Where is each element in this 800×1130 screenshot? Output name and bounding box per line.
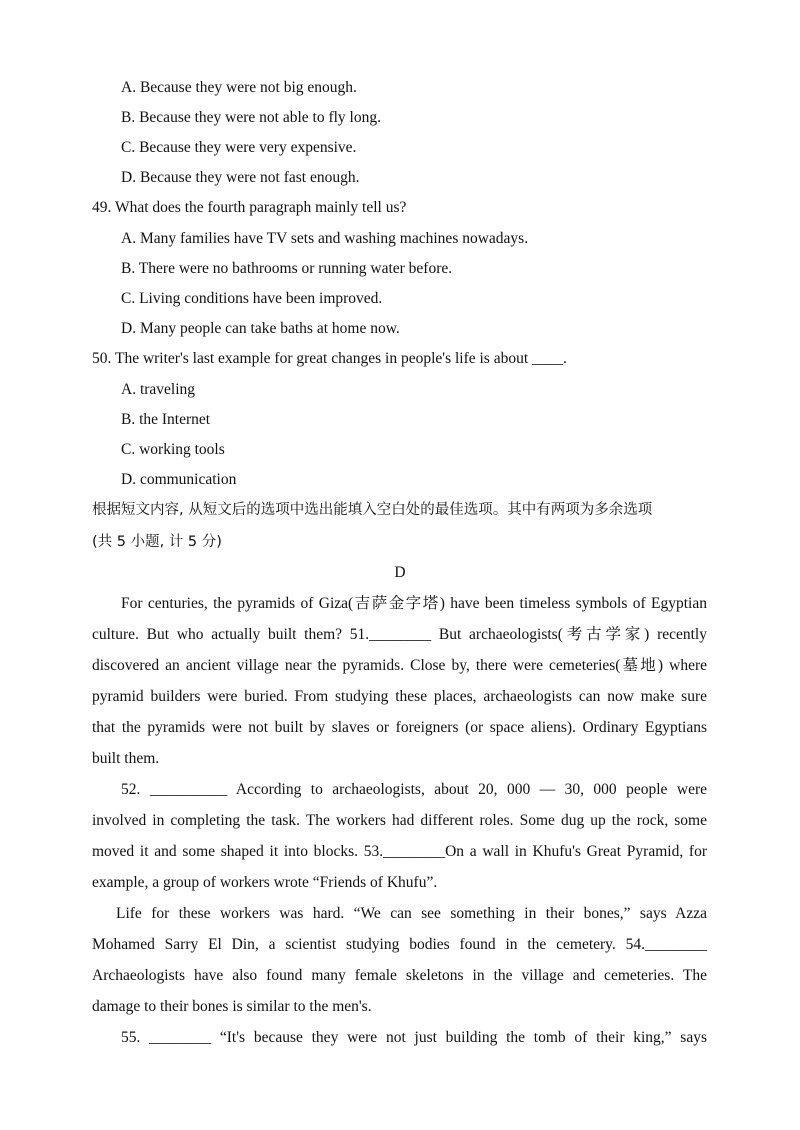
section-instructions: 根据短文内容, 从短文后的选项中选出能填入空白处的最佳选项。其中有两项为多余选项 xyxy=(92,502,653,518)
passage-line: built them. xyxy=(92,750,160,767)
q49-option-d: D. Many people can take baths at home now. xyxy=(121,320,400,337)
passage-line: Mohamed Sarry El Din, a scientist studying bodies found in the cemetery. 54.________ xyxy=(92,936,707,953)
passage-line: damage to their bones is similar to the men's. xyxy=(92,998,372,1015)
q50-question: 50. The writer's last example for great changes in people's life is about ____. xyxy=(92,350,567,367)
q48-option-c: C. Because they were very expensive. xyxy=(121,139,357,156)
passage-line: discovered an ancient village near the pyramids. Close by, there were cemeteries(墓地) where xyxy=(92,657,707,674)
passage-line: moved it and some shaped it into blocks. 53.________On a wall in Khufu's Great Pyramid, for xyxy=(92,843,707,860)
passage-line: pyramid builders were buried. From studying these places, archaeologists can now make sure xyxy=(92,688,707,705)
q49-option-c: C. Living conditions have been improved. xyxy=(121,290,383,307)
q50-option-d: D. communication xyxy=(121,471,237,488)
passage-section-label: D xyxy=(394,564,406,581)
passage-line: Life for these workers was hard. “We can see something in their bones,” says Azza xyxy=(116,905,707,922)
passage-line: 52. __________ According to archaeologists, about 20, 000 — 30, 000 people were xyxy=(121,781,707,798)
q49-question: 49. What does the fourth paragraph mainly tell us? xyxy=(92,199,407,216)
passage-line: that the pyramids were not built by slaves or foreigners (or space aliens). Ordinary Egyptians xyxy=(92,719,707,736)
section-score-info: (共 5 小题, 计 5 分) xyxy=(92,534,222,550)
passage-line: For centuries, the pyramids of Giza(吉萨金字塔) have been timeless symbols of Egyptian xyxy=(121,595,707,612)
passage-line: Archaeologists have also found many female skeletons in the village and cemeteries. The xyxy=(92,967,707,984)
q50-option-a: A. traveling xyxy=(121,381,196,398)
passage-line: culture. But who actually built them? 51.________ But archaeologists(考古学家) recently xyxy=(92,626,707,643)
passage-line: example, a group of workers wrote “Friends of Khufu”. xyxy=(92,874,438,891)
q49-option-a: A. Many families have TV sets and washing machines nowadays. xyxy=(121,230,529,247)
q48-option-b: B. Because they were not able to fly long. xyxy=(121,109,381,126)
q48-option-d: D. Because they were not fast enough. xyxy=(121,169,360,186)
q49-option-b: B. There were no bathrooms or running water before. xyxy=(121,260,453,277)
passage-line: involved in completing the task. The workers had different roles. Some dug up the rock, some xyxy=(92,812,707,829)
q50-option-b: B. the Internet xyxy=(121,411,211,428)
q48-option-a: A. Because they were not big enough. xyxy=(121,79,357,96)
passage-line: 55. ________ “It's because they were not just building the tomb of their king,” says xyxy=(121,1029,707,1046)
q50-option-c: C. working tools xyxy=(121,441,225,458)
